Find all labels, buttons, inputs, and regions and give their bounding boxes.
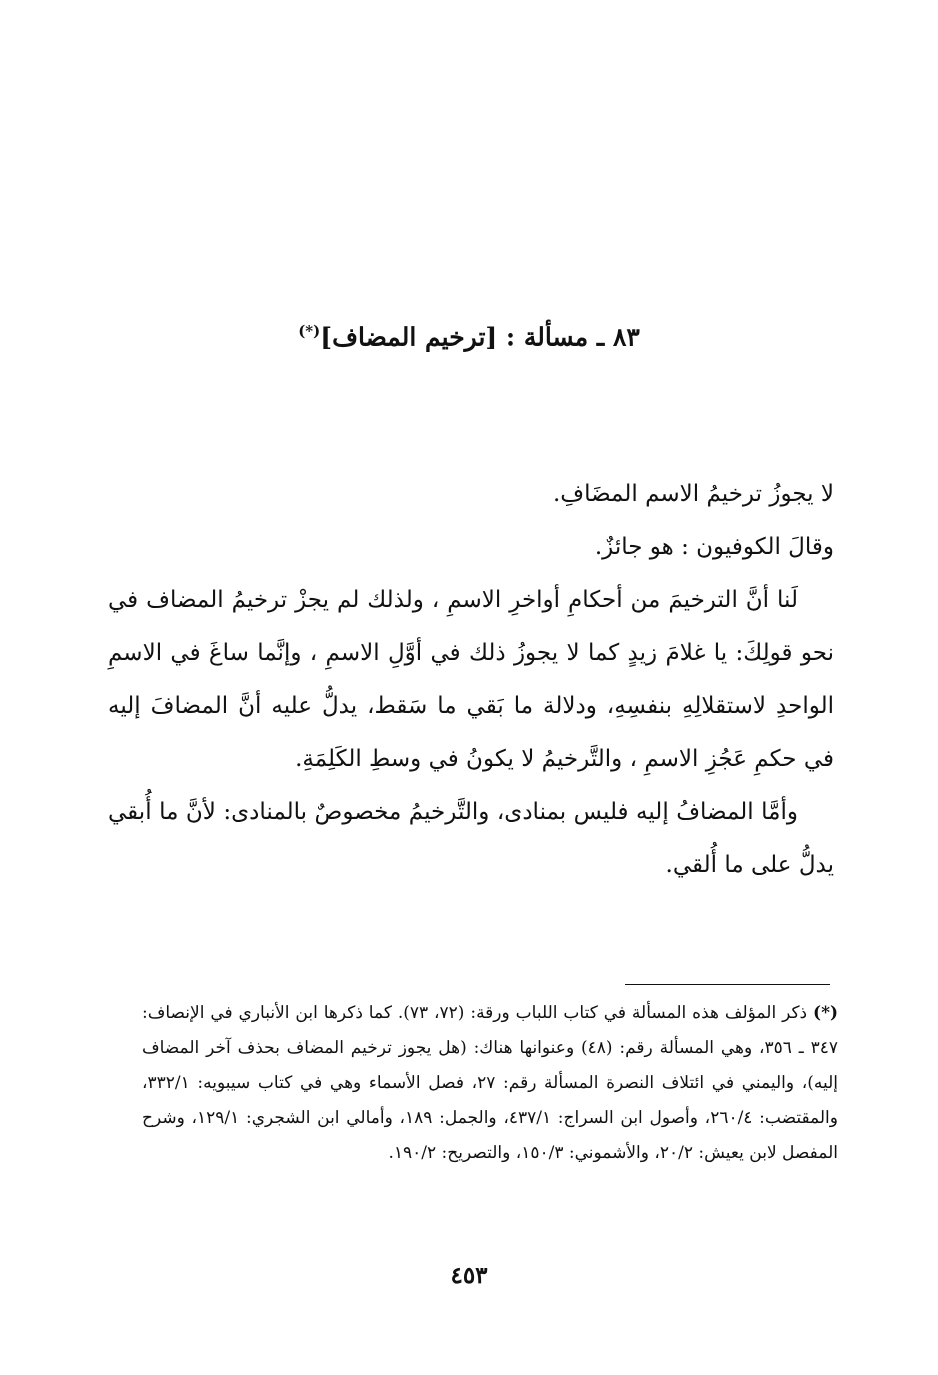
title-footnote-marker: (*) bbox=[298, 322, 321, 340]
paragraph-3: لَنا أنَّ الترخيمَ من أحكامِ أواخرِ الاسمِ ، ولذلك لم يجزْ ترخيمُ المضاف في نحو قولِكَ: يا غلامَ زيدٍ كما لا يجوزُ ذلك في أوَّلِ الاسمِ ، وإنَّما ساغَ في الاسمِ الواحدِ لاستقلالِهِ بنفسِهِ، ودلالة ما بَقي ما سَقط، يدلُّ عليه أنَّ المضافَ إليه في حكمِ عَجُزِ الاسمِ ، والتَّرخيمُ لا يكونُ في وسطِ الكَلِمَةِ. bbox=[108, 587, 834, 772]
paragraph-2: وقالَ الكوفيون : هو جائزٌ. bbox=[594, 534, 834, 560]
footnote-divider bbox=[625, 984, 830, 985]
paragraph-1: لا يجوزُ ترخيمُ الاسم المضَافِ. bbox=[552, 481, 834, 507]
footnote bbox=[142, 996, 838, 1171]
section-title bbox=[0, 322, 938, 351]
page-number: ٤٥٣ bbox=[450, 1262, 488, 1289]
main-body bbox=[108, 468, 834, 892]
section-title-text: ٨٣ ـ مسألة : [ترخيم المضاف] bbox=[320, 322, 640, 352]
footnote-text: ذكر المؤلف هذه المسألة في كتاب اللباب ورقة: (٧٢، ٧٣). كما ذكرها ابن الأنباري في الإنصاف: ٣٤٧ ـ ٣٥٦، وهي المسألة رقم: (٤٨) وعنوانها هناك: (هل يجوز ترخيم المضاف بحذف آخر المضاف إليه)، واليمني في ائتلاف النصرة المسألة رقم: ٢٧، فصل الأسماء وهي في كتاب سيبويه: ٣٣٢/١، والمقتضب: ٢٦٠/٤، وأصول ابن السراج: ٤٣٧/١، والجمل: ١٨٩، وأمالي ابن الشجري: ١٢٩/١، وشرح المفصل لابن يعيش: ٢٠/٢، والأشموني: ١٥٠/٣، والتصريح: ١٩٠/٢. bbox=[142, 1003, 838, 1163]
paragraph-4: وأمَّا المضافُ إليه فليس بمنادى، والتَّرخيمُ مخصوصٌ بالمنادى: لأنَّ ما أُبقي يدلُّ على ما أُلقي. bbox=[108, 799, 834, 878]
footnote-marker: (*) bbox=[813, 1003, 839, 1023]
